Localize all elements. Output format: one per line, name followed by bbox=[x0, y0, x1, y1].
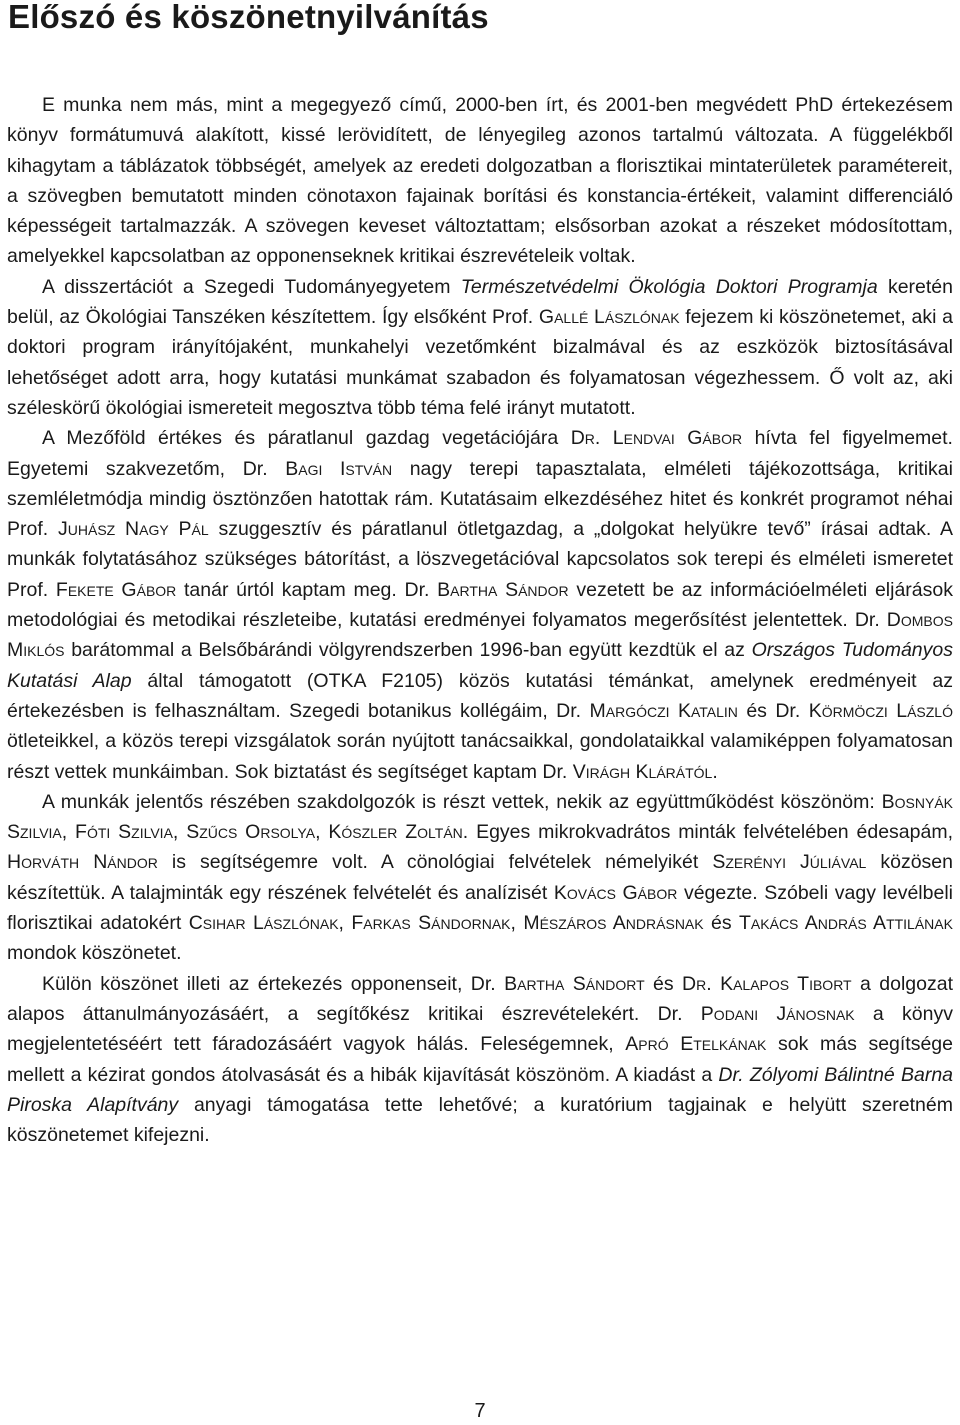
text-run: . bbox=[712, 760, 718, 783]
text-run: és Dr. bbox=[737, 699, 809, 722]
text-run: A disszertációt a Szegedi Tudományegyetem bbox=[42, 275, 461, 298]
paragraph bbox=[7, 90, 953, 272]
name-smallcaps: Kovács Gábor bbox=[553, 881, 678, 904]
name-smallcaps: Juhász Nagy Pál bbox=[58, 518, 209, 541]
text-run: A munkák jelentős részében szakdolgozók is részt vettek, nekik az együttműködést köszönöm: bbox=[42, 790, 882, 813]
name-smallcaps: Mészáros Andrásnak bbox=[523, 912, 704, 935]
text-run: E munka nem más, mint a megegyező című, 2000-ben írt, és 2001-ben megvédett PhD értekezésem könyv formátumuvá alakított, kissé lerövidített, de lényegileg azonos tartalmú változata. A függelékből kihagytam a táblázatok többségét, amelyek az eredeti dolgozatban a florisztikai mintaterületek paramétereit, a szövegben bemutatott minden cönotaxon fajainak borítási és konstancia-értékeit, valamint differenciáló képességeit tartalmazzák. A szövegen keveset változtattam; elsősorban azokat a részeket módosítottam, amelyekkel kapcsolatban az opponenseknek kritikai észrevételeik voltak. bbox=[7, 94, 953, 268]
italic-text: Természetvédelmi Ökológia Doktori Programja bbox=[460, 275, 878, 298]
text-run: hívta fel figyelmemet. Egyetemi szakvezetőm, Dr. bbox=[7, 427, 953, 480]
name-smallcaps: Podani Jánosnak bbox=[700, 1002, 855, 1025]
text-run: mondok köszönetet. bbox=[7, 942, 182, 965]
text-run: nagy terepi tapasztalata, elméleti tájékozottsága, kritikai szemléletmódja mindig ösztönzően hatottak rám. Kutatásaim elkezdéséhez hitet és konkrét programot néhai Prof. bbox=[7, 457, 953, 541]
italic-text: Dr. Zólyomi Bálintné Barna Piroska Alapítvány bbox=[7, 1063, 954, 1116]
text-run: , bbox=[510, 912, 524, 935]
text-run: szuggesztív és páratlanul ötletgazdag, a „dolgokat helyükre tevő” írásai adtak. A munkák folytatásához szükséges bátorítást, a löszvegetációval kapcsolatos sok terepi és elméleti ismeretet Prof. bbox=[7, 518, 954, 601]
text-run: és bbox=[644, 972, 683, 995]
text-run: végezte. Szóbeli vagy levélbeli florisztikai adatokért bbox=[7, 881, 953, 935]
document-body bbox=[7, 90, 953, 1150]
text-run: , bbox=[338, 912, 352, 935]
name-smallcaps: Bartha Sándort bbox=[504, 972, 645, 995]
paragraph bbox=[7, 272, 953, 423]
text-run: sok más segítsége mellett a kézirat gondos átolvasását és a hibák kijavítását köszönöm. A kiadást a bbox=[7, 1033, 954, 1086]
name-smallcaps: Dr. Kalapos Tibort bbox=[682, 972, 852, 995]
name-smallcaps: Szerényi Júliával bbox=[712, 851, 867, 874]
paragraph bbox=[7, 423, 953, 787]
text-run: , bbox=[172, 821, 187, 844]
name-smallcaps: Farkas Sándornak bbox=[351, 912, 511, 935]
text-run: fejezem ki köszönetemet, aki a doktori program irányítójaként, munkahelyi vezetőmként bizalmával és az eszközök biztosításával lehetőséget adott arra, hogy kutatási munkámat szabadon és folyamatosan végezhessem. Ő volt az, aki széleskörű ökológiai ismereteit megosztva több téma felé irányt mutatott. bbox=[7, 306, 953, 419]
name-smallcaps: Apró Etelkának bbox=[625, 1033, 767, 1056]
name-smallcaps: Szűcs Orsolya bbox=[186, 821, 316, 844]
page-title: Előszó és köszönetnyilvánítás bbox=[8, 0, 489, 35]
name-smallcaps: Bosnyák Szilvia bbox=[7, 790, 953, 844]
text-run: keretén belül, az Ökológiai Tanszéken készítettem. Így elsőként Prof. bbox=[7, 275, 953, 329]
name-smallcaps: Horváth Nándor bbox=[7, 851, 158, 874]
text-run: és bbox=[703, 912, 740, 935]
paragraph bbox=[7, 787, 953, 969]
italic-text: Országos Tudományos Kutatási Alap bbox=[7, 639, 953, 692]
name-smallcaps: Bartha Sándor bbox=[437, 578, 569, 601]
name-smallcaps: Margóczi Katalin bbox=[589, 699, 738, 722]
text-run: közösen készítettük. A talajminták egy részének felvételét és analízisét bbox=[7, 851, 953, 904]
name-smallcaps: Dr. Lendvai Gábor bbox=[570, 427, 743, 450]
text-run: ötleteikkel, a közös terepi vizsgálatok során nyújtott tanácsaikkal, gondolataikkal valamiképpen folyamatosan részt vettek munkáimban. Sok biztatást és segítséget kaptam Dr. bbox=[7, 730, 953, 783]
text-run: a dolgozat alapos áttanulmányozásáért, a segítőkész kritikai észrevételekért. Dr. bbox=[7, 972, 954, 1025]
text-run: , bbox=[315, 821, 329, 844]
text-run: a könyv megjelentetéséért tett fáradozásáért vagyok hálás. Feleségemnek, bbox=[7, 1002, 953, 1056]
name-smallcaps: Fekete Gábor bbox=[55, 578, 177, 601]
text-run: is segítségemre volt. A cönológiai felvételek némelyikét bbox=[157, 851, 713, 874]
name-smallcaps: Fóti Szilvia bbox=[75, 821, 173, 844]
name-smallcaps: Kószler Zoltán bbox=[328, 821, 463, 844]
name-smallcaps: Bagi István bbox=[285, 457, 393, 480]
text-run: által támogatott (OTKA F2105) közös kutatási témánkat, amelynek eredményeit az értekezésben is felhasználtam. Szegedi botanikus kollégáim, Dr. bbox=[7, 669, 953, 722]
name-smallcaps: Körmöczi László bbox=[808, 699, 953, 722]
text-run: A Mezőföld értékes és páratlanul gazdag vegetációjára bbox=[42, 427, 571, 450]
paragraph bbox=[7, 969, 953, 1151]
name-smallcaps: Gallé Lászlónak bbox=[538, 306, 680, 329]
name-smallcaps: Csihar Lászlónak bbox=[188, 912, 339, 935]
text-run: . Egyes mikrokvadrátos minták felvételében édesapám, bbox=[462, 821, 953, 844]
page-number: 7 bbox=[474, 1400, 486, 1422]
text-run: barátommal a Belsőbárándi völgyrendszerben 1996-ban együtt kezdtük el az bbox=[64, 639, 752, 662]
text-run: tanár úrtól kaptam meg. Dr. bbox=[176, 578, 438, 601]
text-run: , bbox=[61, 821, 76, 844]
text-run: anyagi támogatása tette lehetővé; a kuratórium tagjainak e helyütt szeretném köszönetemet kifejezni. bbox=[7, 1093, 953, 1147]
name-smallcaps: Dombos Miklós bbox=[7, 609, 953, 662]
text-run: vezetett be az információelméleti eljárások metodológiai és metodikai részleteibe, kutatási eredményei folyamatos megerősítést jelentettek. Dr. bbox=[7, 578, 953, 632]
text-run: Külön köszönet illeti az értekezés opponenseit, Dr. bbox=[42, 972, 505, 995]
name-smallcaps: Takács András Attilának bbox=[739, 912, 953, 935]
name-smallcaps: Virágh Klárától bbox=[572, 760, 713, 783]
